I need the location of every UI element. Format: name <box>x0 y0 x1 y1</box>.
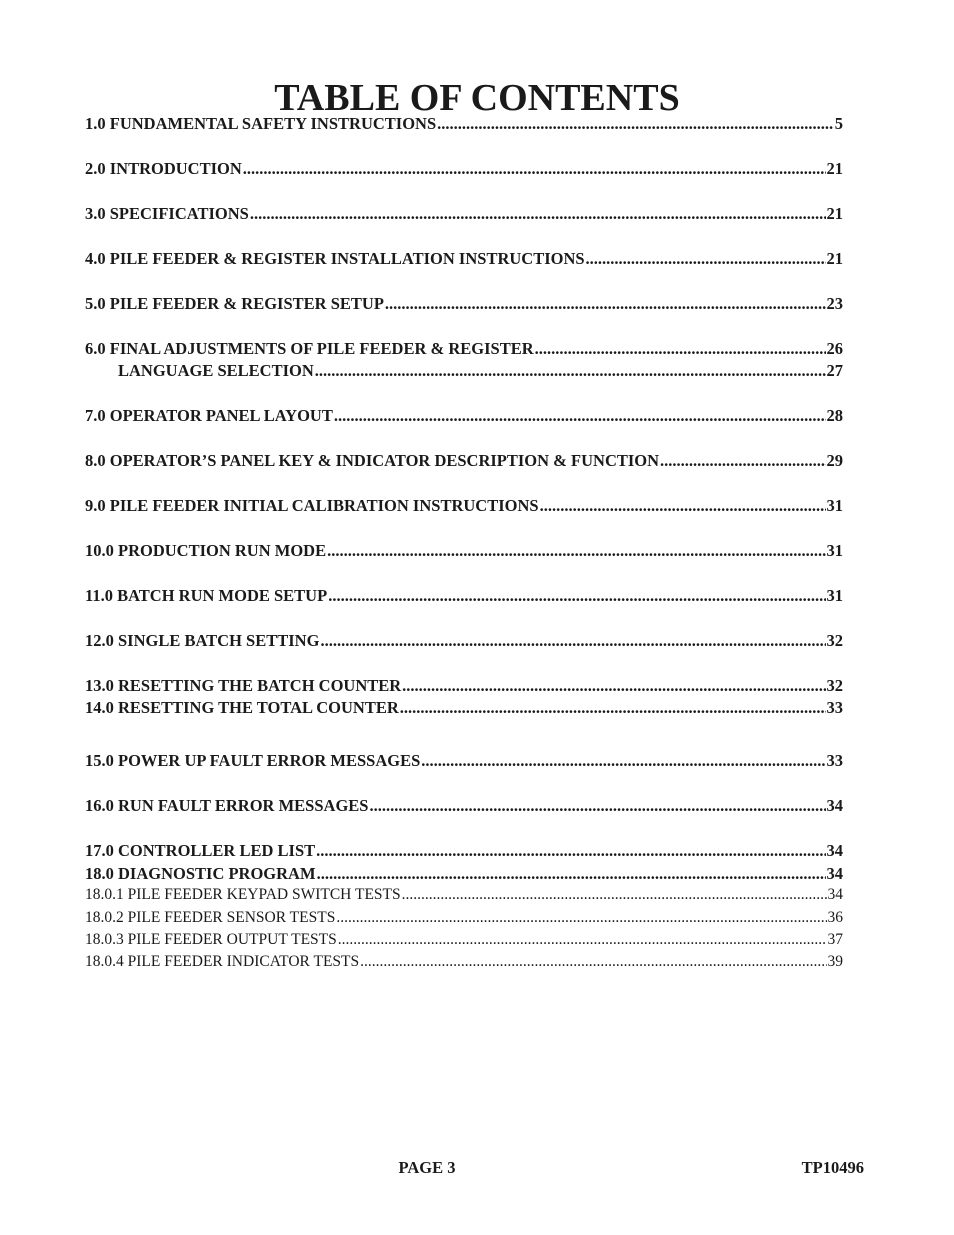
toc-entry-label: 16.0 RUN FAULT ERROR MESSAGES <box>85 796 369 815</box>
toc-subentry[interactable] <box>85 953 843 975</box>
toc-entry[interactable] <box>85 864 843 886</box>
toc-leader-dots <box>334 406 826 426</box>
toc-entry-page: 36 <box>827 909 843 926</box>
toc-entry-page: 34 <box>827 886 843 903</box>
toc-entry-page: 28 <box>826 406 843 425</box>
toc-entry-label: 18.0.2 PILE FEEDER SENSOR TESTS <box>85 909 336 926</box>
toc-entry-page: 31 <box>826 586 843 605</box>
toc-entry[interactable] <box>85 159 843 181</box>
toc-leader-dots <box>317 864 826 884</box>
toc-leader-dots <box>385 294 826 314</box>
toc-entry-page: 26 <box>826 339 843 358</box>
toc-entry-label: 10.0 PRODUCTION RUN MODE <box>85 541 327 560</box>
toc-entry-page: 34 <box>826 864 843 883</box>
toc-leader-dots <box>400 698 826 718</box>
toc-entry[interactable] <box>85 751 843 773</box>
toc-entry-label: 1.0 FUNDAMENTAL SAFETY INSTRUCTIONS <box>85 114 437 133</box>
toc-leader-dots <box>338 931 827 949</box>
toc-entry[interactable] <box>85 541 843 563</box>
toc-entry-page: 21 <box>826 204 843 223</box>
toc-entry-page: 33 <box>826 751 843 770</box>
toc-entry-page: 33 <box>826 698 843 717</box>
toc-entry-page: 29 <box>826 451 843 470</box>
toc-subentry[interactable] <box>85 931 843 953</box>
toc-entry-label: 6.0 FINAL ADJUSTMENTS OF PILE FEEDER & REGISTER <box>85 339 534 358</box>
toc-entry[interactable] <box>85 249 843 271</box>
toc-entry[interactable] <box>85 496 843 518</box>
toc-entry-page: 39 <box>827 953 843 970</box>
toc-entry-label: 8.0 OPERATOR’S PANEL KEY & INDICATOR DESCRIPTION & FUNCTION <box>85 451 660 470</box>
toc-entry-label: 13.0 RESETTING THE BATCH COUNTER <box>85 676 402 695</box>
toc-leader-dots <box>360 953 826 971</box>
toc-entry[interactable] <box>85 294 843 316</box>
toc-leader-dots <box>437 114 834 134</box>
toc-entry-label: 4.0 PILE FEEDER & REGISTER INSTALLATION INSTRUCTIONS <box>85 249 585 268</box>
toc-entry[interactable] <box>85 451 843 473</box>
toc-entry-label: 18.0.1 PILE FEEDER KEYPAD SWITCH TESTS <box>85 886 401 903</box>
toc-entry-label: 14.0 RESETTING THE TOTAL COUNTER <box>85 698 399 717</box>
toc-entry[interactable] <box>85 204 843 226</box>
footer-page-number: PAGE 3 <box>398 1158 456 1177</box>
toc-entry-label: 9.0 PILE FEEDER INITIAL CALIBRATION INSTRUCTIONS <box>85 496 539 515</box>
toc-entry[interactable] <box>85 796 843 818</box>
toc-leader-dots <box>535 339 826 359</box>
toc-leader-dots <box>402 886 827 904</box>
toc-entry[interactable] <box>85 586 843 608</box>
toc-leader-dots <box>320 631 825 651</box>
toc-entry-label: 17.0 CONTROLLER LED LIST <box>85 841 316 860</box>
toc-entry-page: 23 <box>826 294 843 313</box>
toc-leader-dots <box>402 676 825 696</box>
toc-entry[interactable] <box>85 114 843 136</box>
toc-leader-dots <box>336 909 826 927</box>
toc-entry-label: 7.0 OPERATOR PANEL LAYOUT <box>85 406 333 425</box>
toc-entry-page: 21 <box>826 159 843 178</box>
toc-entry[interactable] <box>85 698 843 720</box>
toc-entry-page: 34 <box>826 796 843 815</box>
toc-entry-page: 31 <box>826 541 843 560</box>
toc-entry[interactable] <box>85 631 843 653</box>
toc-leader-dots <box>316 841 825 861</box>
toc-leader-dots <box>540 496 826 516</box>
toc-leader-dots <box>369 796 825 816</box>
toc-entry-page: 21 <box>826 249 843 268</box>
toc-leader-dots <box>315 361 826 381</box>
toc-entry-label: 3.0 SPECIFICATIONS <box>85 204 249 223</box>
toc-entry-label: 2.0 INTRODUCTION <box>85 159 242 178</box>
toc-entry-label: 11.0 BATCH RUN MODE SETUP <box>85 586 328 605</box>
toc-leader-dots <box>327 541 825 561</box>
toc-entry-page: 27 <box>826 361 843 380</box>
toc-entry-page: 32 <box>826 631 843 650</box>
toc-leader-dots <box>660 451 825 471</box>
toc-entry-label: 18.0 DIAGNOSTIC PROGRAM <box>85 864 316 883</box>
footer-document-number: TP10496 <box>801 1158 864 1177</box>
toc-leader-dots <box>328 586 825 606</box>
toc-entry[interactable] <box>85 676 843 698</box>
toc-leader-dots <box>586 249 826 269</box>
toc-entry-label: LANGUAGE SELECTION <box>118 361 314 380</box>
toc-subentry[interactable] <box>85 909 843 931</box>
toc-entry[interactable] <box>85 339 843 361</box>
toc-entry-page: 37 <box>827 931 843 948</box>
toc-entry-label: 15.0 POWER UP FAULT ERROR MESSAGES <box>85 751 421 770</box>
toc-entry-page: 31 <box>826 496 843 515</box>
toc-subentry[interactable] <box>85 886 843 908</box>
toc-entry-page: 32 <box>826 676 843 695</box>
toc-entry-label: 12.0 SINGLE BATCH SETTING <box>85 631 320 650</box>
toc-leader-dots <box>421 751 825 771</box>
toc-entry-page: 5 <box>834 114 843 133</box>
toc-entry[interactable] <box>85 361 843 383</box>
toc-entry-label: 18.0.4 PILE FEEDER INDICATOR TESTS <box>85 953 360 970</box>
toc-entry[interactable] <box>85 406 843 428</box>
toc-leader-dots <box>243 159 826 179</box>
toc-entry-page: 34 <box>826 841 843 860</box>
toc-entry[interactable] <box>85 841 843 863</box>
toc-entry-label: 18.0.3 PILE FEEDER OUTPUT TESTS <box>85 931 337 948</box>
toc-entry-label: 5.0 PILE FEEDER & REGISTER SETUP <box>85 294 384 313</box>
toc-leader-dots <box>250 204 826 224</box>
page-title: TABLE OF CONTENTS <box>274 77 680 119</box>
